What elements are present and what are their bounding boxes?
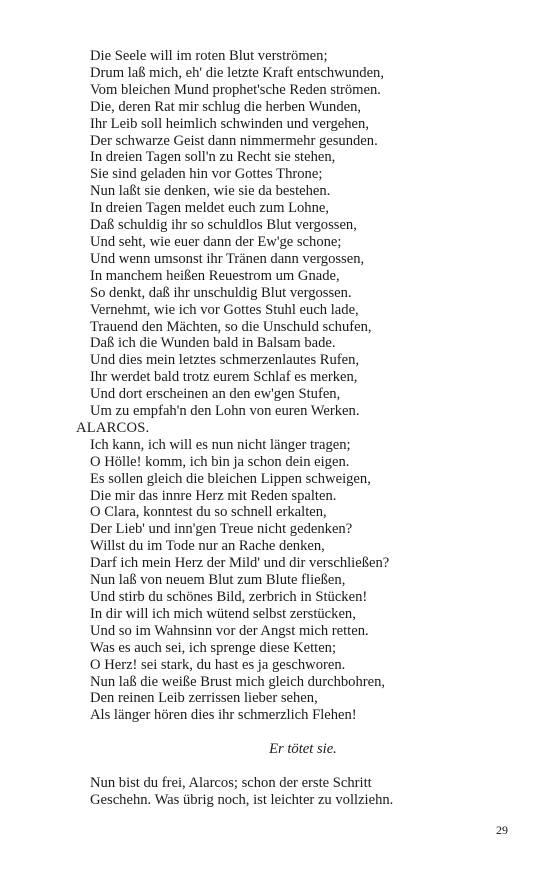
verse-line: Und dort erscheinen an den ew'gen Stufen,: [90, 386, 341, 403]
verse-block-alarcos: [76, 437, 516, 724]
verse-line: Und wenn umsonst ihr Tränen dann vergossen,: [90, 250, 365, 267]
verse-line: Trauend den Mächten, so die Unschuld schufen,: [90, 318, 372, 335]
verse-block-clara: [76, 48, 516, 420]
verse-line: Und dies mein letztes schmerzenlautes Rufen,: [90, 352, 360, 369]
verse-line: Drum laß mich, eh' die letzte Kraft entschwunden,: [90, 64, 384, 81]
verse-line: Vernehmt, wie ich vor Gottes Stuhl euch lade,: [90, 301, 359, 318]
verse-line: O Hölle! komm, ich bin ja schon dein eigen.: [90, 453, 350, 470]
verse-line: In dreien Tagen soll'n zu Recht sie stehen,: [90, 149, 336, 166]
verse-line: Darf ich mein Herz der Mild' und dir verschließen?: [90, 555, 390, 572]
verse-line: Die, deren Rat mir schlug die herben Wunden,: [90, 98, 362, 115]
verse-line: So denkt, daß ihr unschuldig Blut vergossen.: [90, 284, 352, 301]
stage-direction: Er tötet sie.: [269, 741, 337, 758]
verse-line: Nun bist du frei, Alarcos; schon der erste Schritt: [90, 774, 372, 791]
verse-line: Und stirb du schönes Bild, zerbrich in Stücken!: [90, 589, 368, 605]
verse-line: Daß ich die Wunden bald in Balsam bade.: [90, 335, 336, 352]
verse-line: O Herz! sei stark, du hast es ja geschworen.: [90, 656, 346, 673]
verse-line: Die mir das innre Herz mit Reden spalten.: [90, 487, 337, 504]
verse-line: In dreien Tagen meldet euch zum Lohne,: [90, 200, 330, 217]
verse-line: Der Lieb' und inn'gen Treue nicht gedenken?: [90, 521, 353, 538]
verse-line: In dir will ich mich wütend selbst zerstücken,: [90, 605, 356, 622]
verse-line: Willst du im Tode nur an Rache denken,: [90, 538, 325, 555]
verse-line: Was es auch sei, ich sprenge diese Ketten;: [90, 639, 337, 656]
verse-line: Nun laß von neuem Blut zum Blute fließen,: [90, 572, 346, 589]
verse-line: Geschehn. Was übrig noch, ist leichter zu vollziehn.: [90, 791, 394, 808]
verse-line: Und so im Wahnsinn vor der Angst mich retten.: [90, 622, 369, 639]
verse-line: Daß schuldig ihr so schuldlos Blut vergossen,: [90, 217, 357, 234]
verse-block-alarcos-after: [76, 775, 516, 809]
verse-line: Als länger hören dies ihr schmerzlich Flehen!: [90, 707, 357, 724]
verse-line: Der schwarze Geist dann nimmermehr gesunden.: [90, 132, 378, 149]
verse-line: Den reinen Leib zerrissen lieber sehen,: [90, 690, 318, 707]
verse-line: Ich kann, ich will es nun nicht länger tragen;: [90, 436, 351, 453]
verse-text: [76, 48, 516, 809]
verse-line: Sie sind geladen hin vor Gottes Throne;: [90, 166, 323, 183]
speaker-name: ALARCOS.: [76, 419, 150, 436]
page-number: 29: [496, 823, 508, 837]
verse-line: Ihr werdet bald trotz eurem Schlaf es merken,: [90, 369, 358, 386]
verse-line: Nun laßt sie denken, wie sie da bestehen.: [90, 183, 331, 200]
verse-line: Es sollen gleich die bleichen Lippen schweigen,: [90, 470, 371, 487]
verse-line: Vom bleichen Mund prophet'sche Reden strömen.: [90, 81, 381, 98]
verse-line: Nun laß die weiße Brust mich gleich durchbohren,: [90, 673, 386, 690]
verse-line: O Clara, konntest du so schnell erkalten,: [90, 504, 327, 521]
verse-line: In manchem heißen Reuestrom um Gnade,: [90, 267, 340, 284]
verse-line: Ihr Leib soll heimlich schwinden und vergehen,: [90, 115, 369, 132]
verse-line: Und seht, wie euer dann der Ew'ge schone;: [90, 233, 342, 250]
verse-line: Um zu empfah'n den Lohn von euren Werken.: [90, 403, 360, 420]
verse-line: Die Seele will im roten Blut verströmen;: [90, 48, 328, 64]
